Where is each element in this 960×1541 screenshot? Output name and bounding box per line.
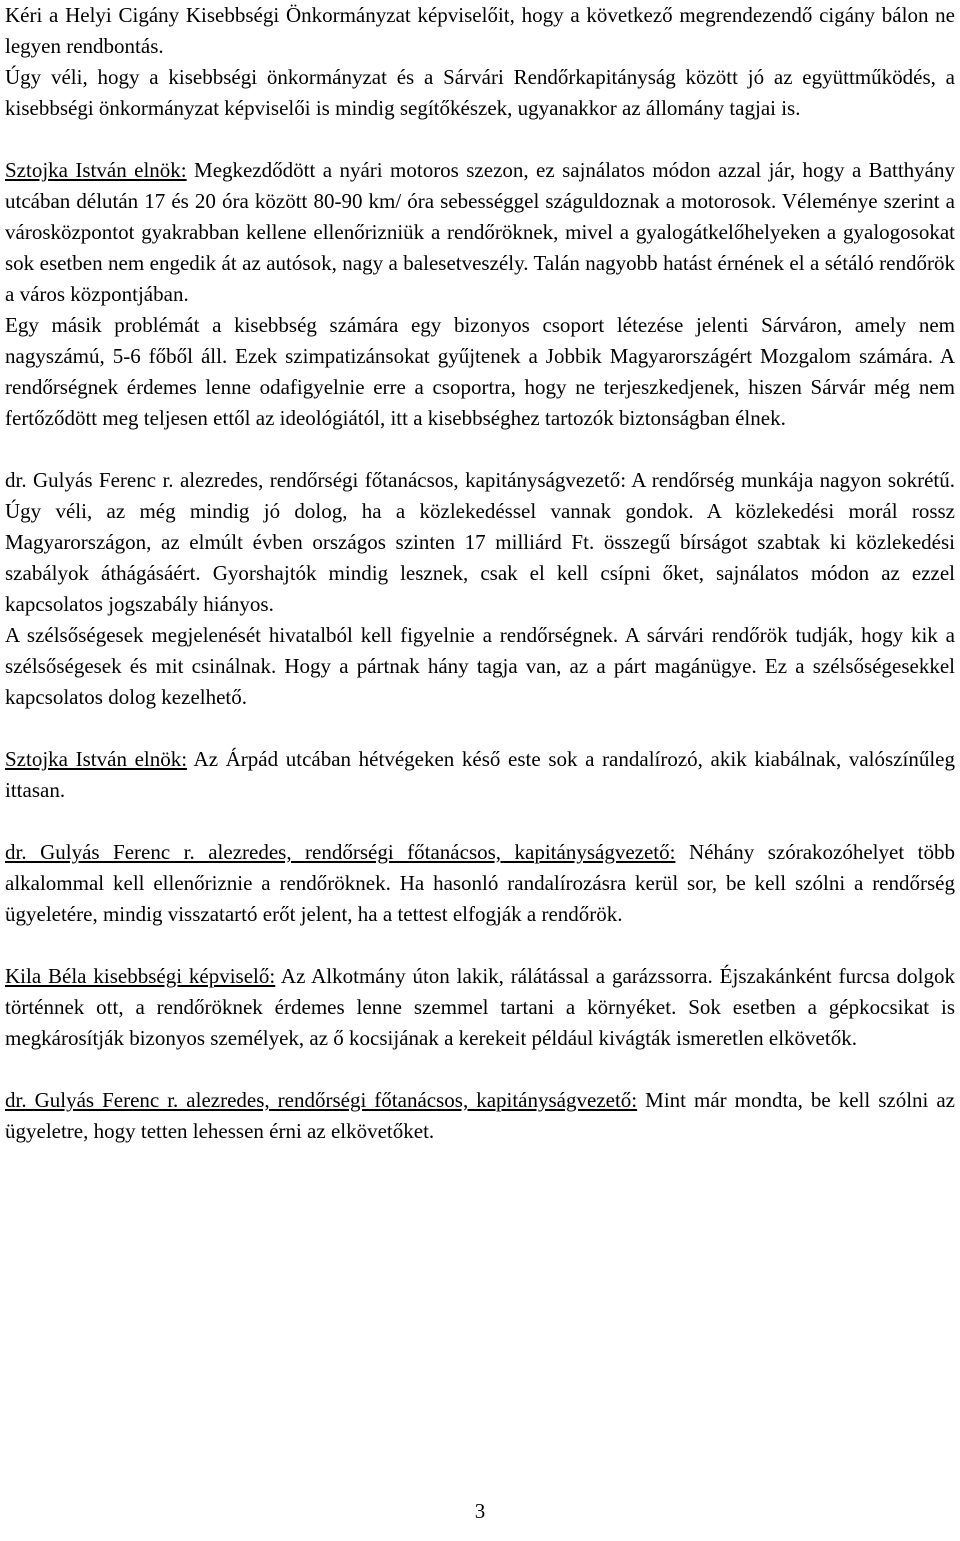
paragraph-gap	[5, 930, 955, 961]
paragraph-text: A rendőrség munkája nagyon sokrétű. Úgy véli, az még mindig jó dolog, ha a közlekedéssel vannak gondok. A közlekedési morál rossz Magyarországon, az elmúlt évben országos szinten 17 milliárd Ft. összegű bírságot szabtak ki közlekedési szabályok áthágásáért. Gyorshajtók mindig lesznek, csak el kell csípni őket, sajnálatos módon az ezzel kapcsolatos jogszabály hiányos.	[5, 468, 955, 616]
paragraph-1	[5, 62, 955, 124]
speaker-name: Kila Béla kisebbségi képviselő:	[5, 964, 276, 988]
speaker-name: Sztojka István elnök:	[5, 747, 188, 771]
paragraph-text: Megkezdődött a nyári motoros szezon, ez sajnálatos módon azzal jár, hogy a Batthyány utcában délután 17 és 20 óra között 80-90 km/ óra sebességgel száguldoznak a motorosok. Véleménye szerint a városközpontot gyakrabban kellene ellenőrizniük a rendőröknek, mivel a gyalogátkelőhelyeken a gyalogosokat sok esetben nem engedik át az autósok, nagy a balesetveszély. Talán nagyobb hatást érnének el a sétáló rendőrök a város központjában.	[5, 158, 955, 306]
paragraph-4	[5, 465, 955, 620]
paragraph-gap	[5, 713, 955, 744]
paragraph-gap	[5, 1054, 955, 1085]
paragraph-text: Az Árpád utcában hétvégeken késő este sok a randalírozó, akik kiabálnak, valószínűleg ittasan.	[5, 747, 955, 802]
paragraph-text: Néhány szórakozóhelyet több alkalommal kell ellenőriznie a rendőröknek. Ha hasonló randalírozásra kerül sor, be kell szólni a rendőrség ügyeletére, mindig visszatartó erőt jelent, ha a tettest elfogják a rendőrök.	[5, 840, 955, 926]
paragraph-5	[5, 620, 955, 713]
paragraph-3	[5, 310, 955, 434]
paragraph-2	[5, 155, 955, 310]
paragraph-6	[5, 744, 955, 806]
page-number: 3	[474, 1499, 486, 1523]
paragraph-text: Az Alkotmány úton lakik, rálátással a garázssorra. Éjszakánként furcsa dolgok történnek ott, a rendőröknek érdemes lenne szemmel tartani a környéket. Sok esetben a gépkocsikat is megkárosítják bizonyos személyek, az ő kocsijának a kerekeit például kivágták ismeretlen elkövetők.	[5, 964, 955, 1050]
paragraph-text: Mint már mondta, be kell szólni az ügyeletre, hogy tetten lehessen érni az elkövetőket.	[5, 1088, 956, 1143]
paragraph-text: A szélsőségesek megjelenését hivatalból kell figyelnie a rendőrségnek. A sárvári rendőrök tudják, hogy kik a szélsőségesek és mit csinálnak. Hogy a pártnak hány tagja van, az a párt magánügye. Ez a szélsőségesekkel kapcsolatos dolog kezelhető.	[5, 623, 955, 709]
speaker-name: dr. Gulyás Ferenc r. alezredes, rendőrségi főtanácsos, kapitányságvezető:	[5, 468, 627, 492]
paragraph-gap	[5, 806, 955, 837]
paragraph-text: Egy másik problémát a kisebbség számára egy bizonyos csoport létezése jelenti Sárváron, amely nem nagyszámú, 5-6 főből áll. Ezek szimpatizánsokat gyűjtenek a Jobbik Magyarországért Mozgalom számára. A rendőrségnek érdemes lenne odafigyelnie erre a csoportra, hogy ne terjeszkedjenek, hiszen Sárvár még nem fertőződött meg teljesen ettől az ideológiától, itt a kisebbséghez tartozók biztonságban élnek.	[5, 313, 955, 430]
speaker-name: dr. Gulyás Ferenc r. alezredes, rendőrségi főtanácsos, kapitányságvezető:	[5, 840, 676, 864]
speaker-name: dr. Gulyás Ferenc r. alezredes, rendőrségi főtanácsos, kapitányságvezető:	[5, 1088, 638, 1112]
paragraph-gap	[5, 434, 955, 465]
paragraph-text: Úgy véli, hogy a kisebbségi önkormányzat és a Sárvári Rendőrkapitányság között jó az együttműködés, a kisebbségi önkormányzat képviselői is mindig segítőkészek, ugyanakkor az állomány tagjai is.	[5, 65, 955, 120]
document-page	[5, 0, 955, 1147]
paragraph-8	[5, 961, 955, 1054]
paragraph-0	[5, 0, 955, 62]
speaker-name: Sztojka István elnök:	[5, 158, 187, 182]
paragraph-text: Kéri a Helyi Cigány Kisebbségi Önkormányzat képviselőit, hogy a következő megrendezendő cigány bálon ne legyen rendbontás.	[5, 3, 955, 58]
paragraph-gap	[5, 124, 955, 155]
paragraph-7	[5, 837, 955, 930]
paragraph-9	[5, 1085, 955, 1147]
